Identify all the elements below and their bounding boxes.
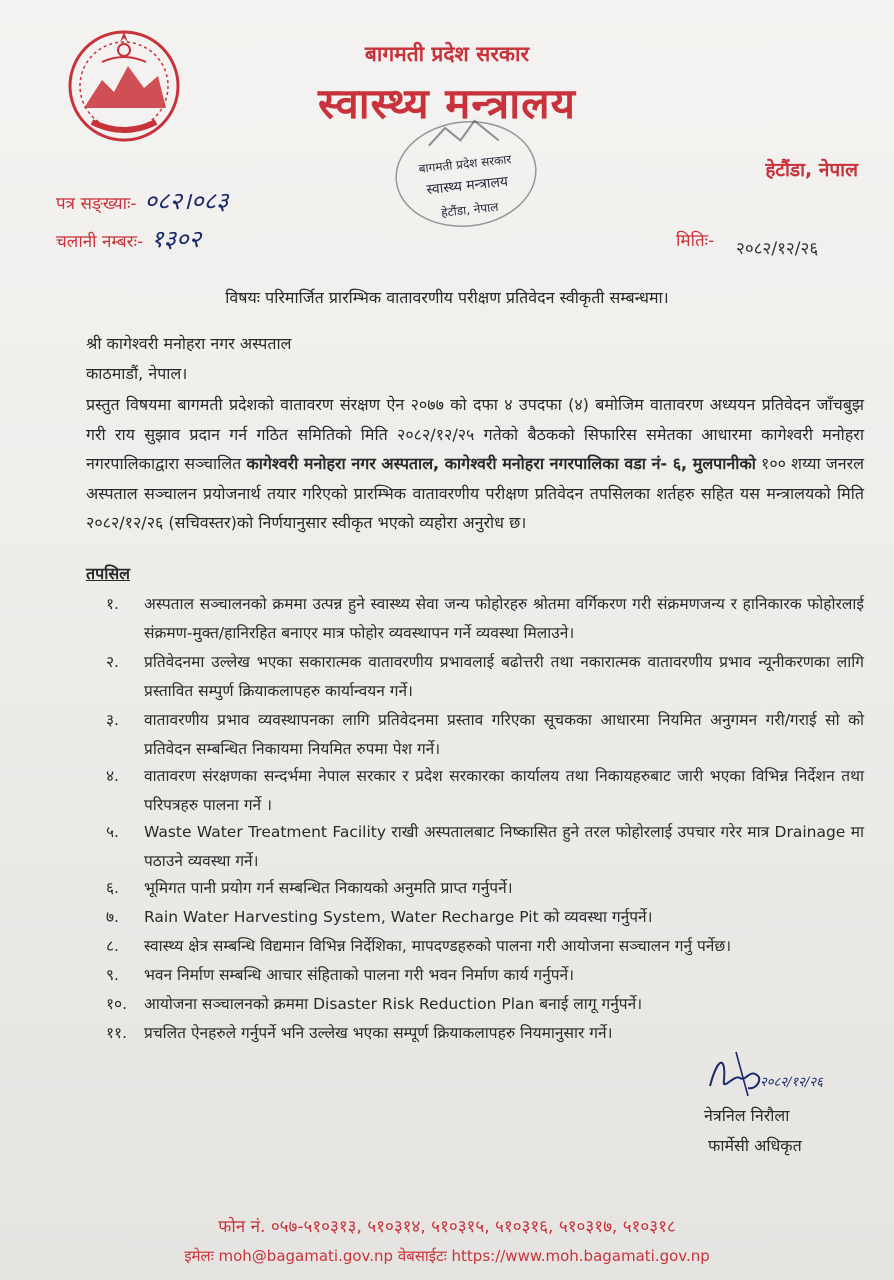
condition-item <box>106 1019 864 1048</box>
email-link[interactable]: moh@bagamati.gov.np <box>218 1247 394 1265</box>
stamp-line-3: हेटौंडा, नेपाल <box>440 199 500 220</box>
letter-number-row <box>56 184 229 217</box>
condition-item <box>106 590 864 647</box>
condition-item <box>106 706 864 763</box>
condition-text: Rain Water Harvesting System, Water Recharge Pit को व्यवस्था गर्नुपर्ने। <box>144 908 653 926</box>
recipient-name: श्री कागेश्वरी मनोहरा नगर अस्पताल <box>86 334 292 353</box>
ministry-name: स्वास्थ्य मन्त्रालय <box>318 79 576 128</box>
condition-text: वातावरण संरक्षणका सन्दर्भमा नेपाल सरकार र प्रदेश सरकारका कार्यालय तथा निकायहरुबाट जारी भएका विभिन्न निर्देशन तथा परिपत्रहरु पालना गर्ने । <box>144 767 864 814</box>
condition-number: ४. <box>106 767 119 785</box>
signer-name: नेत्रनिल निरौला <box>704 1106 790 1125</box>
condition-item <box>106 874 864 903</box>
condition-item <box>106 818 864 875</box>
condition-number: ६. <box>106 879 119 897</box>
conditions-title: तपसिल <box>86 564 131 583</box>
condition-number: १०. <box>106 995 128 1013</box>
condition-text: आयोजना सञ्चालनको क्रममा Disaster Risk Reduction Plan बनाई लागू गर्नुपर्ने। <box>144 995 643 1013</box>
condition-number: ७. <box>106 908 119 926</box>
letter-subject: विषयः परिमार्जित प्रारम्भिक वातावरणीय परीक्षण प्रतिवेदन स्वीकृती सम्बन्धमा। <box>225 288 669 307</box>
dispatch-number-value: १३०२ <box>151 225 202 253</box>
date-value: २०८२/१२/२६ <box>736 239 819 259</box>
condition-text: भूमिगत पानी प्रयोग गर्न सम्बन्धित निकायको अनुमति प्राप्त गर्नुपर्ने। <box>144 879 513 897</box>
website-label: वेबसाईटः <box>397 1247 447 1265</box>
handwritten-signature <box>700 1046 850 1104</box>
date-label: मितिः- <box>676 231 715 251</box>
letter-number-label: पत्र सङ्ख्याः- <box>56 194 137 214</box>
condition-item <box>106 932 864 961</box>
footer-phone: फोन नं. ०५७-५१०३१३, ५१०३१४, ५१०३१५, ५१०३१६, ५१०३१७, ५१०३१८ <box>218 1217 676 1237</box>
email-label: इमेलः <box>184 1247 214 1265</box>
office-location: हेटौंडा, नेपाल <box>765 159 858 181</box>
condition-number: १. <box>106 595 119 613</box>
condition-number: २. <box>106 653 119 671</box>
condition-item <box>106 961 864 990</box>
condition-item <box>106 903 864 932</box>
signer-designation: फार्मेसी अधिकृत <box>708 1136 802 1155</box>
government-name: बागमती प्रदेश सरकार <box>364 42 530 66</box>
dispatch-number-label: चलानी नम्बरः- <box>56 232 144 252</box>
condition-text: Waste Water Treatment Facility राखी अस्पतालबाट निष्कासित हुने तरल फोहोरलाई उपचार गरेर मात्र Drainage मा पठाउने व्यवस्था गर्ने। <box>144 823 864 870</box>
letter-number-value: ०८२।०८३ <box>144 187 229 215</box>
ministry-stamp <box>386 107 546 242</box>
condition-item <box>106 648 864 705</box>
body-part-2: १०० शय्या जनरल अस्पताल सञ्चालन प्रयोजनार्थ तयार गरिएको प्रारम्भिक वातावरणीय परीक्षण प्रतिवेदन तपसिलका शर्तहरु सहित यस मन्त्रालयको मिति २०८२/१२/२६ (सचिवस्तर)को निर्णयानुसार स्वीकृत भएको व्यहोरा अनुरोध छ। <box>86 454 864 532</box>
condition-text: भवन निर्माण सम्बन्धि आचार संहिताको पालना गरी भवन निर्माण कार्य गर्नुपर्ने। <box>144 966 574 984</box>
condition-text: वातावरणीय प्रभाव व्यवस्थापनका लागि प्रतिवेदनमा प्रस्ताव गरिएका सूचकका आधारमा नियमित अनुगमन गरी/गराई सो को प्रतिवेदन सम्बन्धित निकायमा नियमित रुपमा पेश गर्ने। <box>144 711 864 758</box>
condition-text: प्रतिवेदनमा उल्लेख भएका सकारात्मक वातावरणीय प्रभावलाई बढोत्तरी तथा नकारात्मक वातावरणीय प्रभाव न्यूनीकरणका लागि प्रस्तावित सम्पुर्ण क्रियाकलापहरु कार्यान्वयन गर्ने। <box>144 653 864 700</box>
condition-text: प्रचलित ऐनहरुले गर्नुपर्ने भनि उल्लेख भएका सम्पूर्ण क्रियाकलापहरु नियमानुसार गर्ने। <box>144 1024 613 1042</box>
recipient-address: काठमाडौं, नेपाल। <box>86 364 188 383</box>
signature-date: २०८२/१२/२६ <box>760 1075 823 1090</box>
condition-item <box>106 762 864 819</box>
stamp-line-1: बागमती प्रदेश सरकार <box>417 152 512 176</box>
condition-text: स्वास्थ्य क्षेत्र सम्बन्धि विद्यमान विभिन्न निर्देशिका, मापदण्डहरुको पालना गरी आयोजना सञ्चालन गर्नु पर्नेछ। <box>144 937 732 955</box>
footer-contact <box>0 1246 894 1266</box>
condition-number: ५. <box>106 823 119 841</box>
condition-number: ३. <box>106 711 119 729</box>
body-bold-hospital: कागेश्वरी मनोहरा नगर अस्पताल, कागेश्वरी मनोहरा नगरपालिका वडा नं- ६, मुलपानीको <box>246 454 756 473</box>
condition-text: अस्पताल सञ्चालनको क्रममा उत्पन्न हुने स्वास्थ्य सेवा जन्य फोहोरहरु श्रोतमा वर्गिकरण गरी संक्रमणजन्य र हानिकारक फोहोरलाई संक्रमण-मुक्त/हानिरहित बनाएर मात्र फोहोर व्यवस्थापन गर्ने व्यवस्था मिलाउने। <box>144 595 864 642</box>
date-row <box>676 228 714 251</box>
letter-body <box>86 390 864 538</box>
body-part-1: प्रस्तुत विषयमा बागमती प्रदेशको वातावरण संरक्षण ऐन २०७७ को दफा ४ उपदफा (४) बमोजिम वातावरण अध्ययन प्रतिवेदन जाँचबुझ गरी राय सुझाव प्रदान गर्न गठित समितिको मिति २०८२/१२/२५ गतेको बैठकको सिफारिस समेतका आधारमा कागेश्वरी मनोहरा नगरपालिकाद्वारा सञ्चालित <box>86 395 864 473</box>
condition-number: ९. <box>106 966 119 984</box>
website-link[interactable]: https://www.moh.bagamati.gov.np <box>451 1247 710 1265</box>
dispatch-number-row <box>56 222 201 255</box>
condition-item <box>106 990 864 1019</box>
condition-number: ८. <box>106 937 119 955</box>
stamp-line-2: स्वास्थ्य मन्त्रालय <box>425 173 509 199</box>
condition-number: ११. <box>106 1024 128 1042</box>
